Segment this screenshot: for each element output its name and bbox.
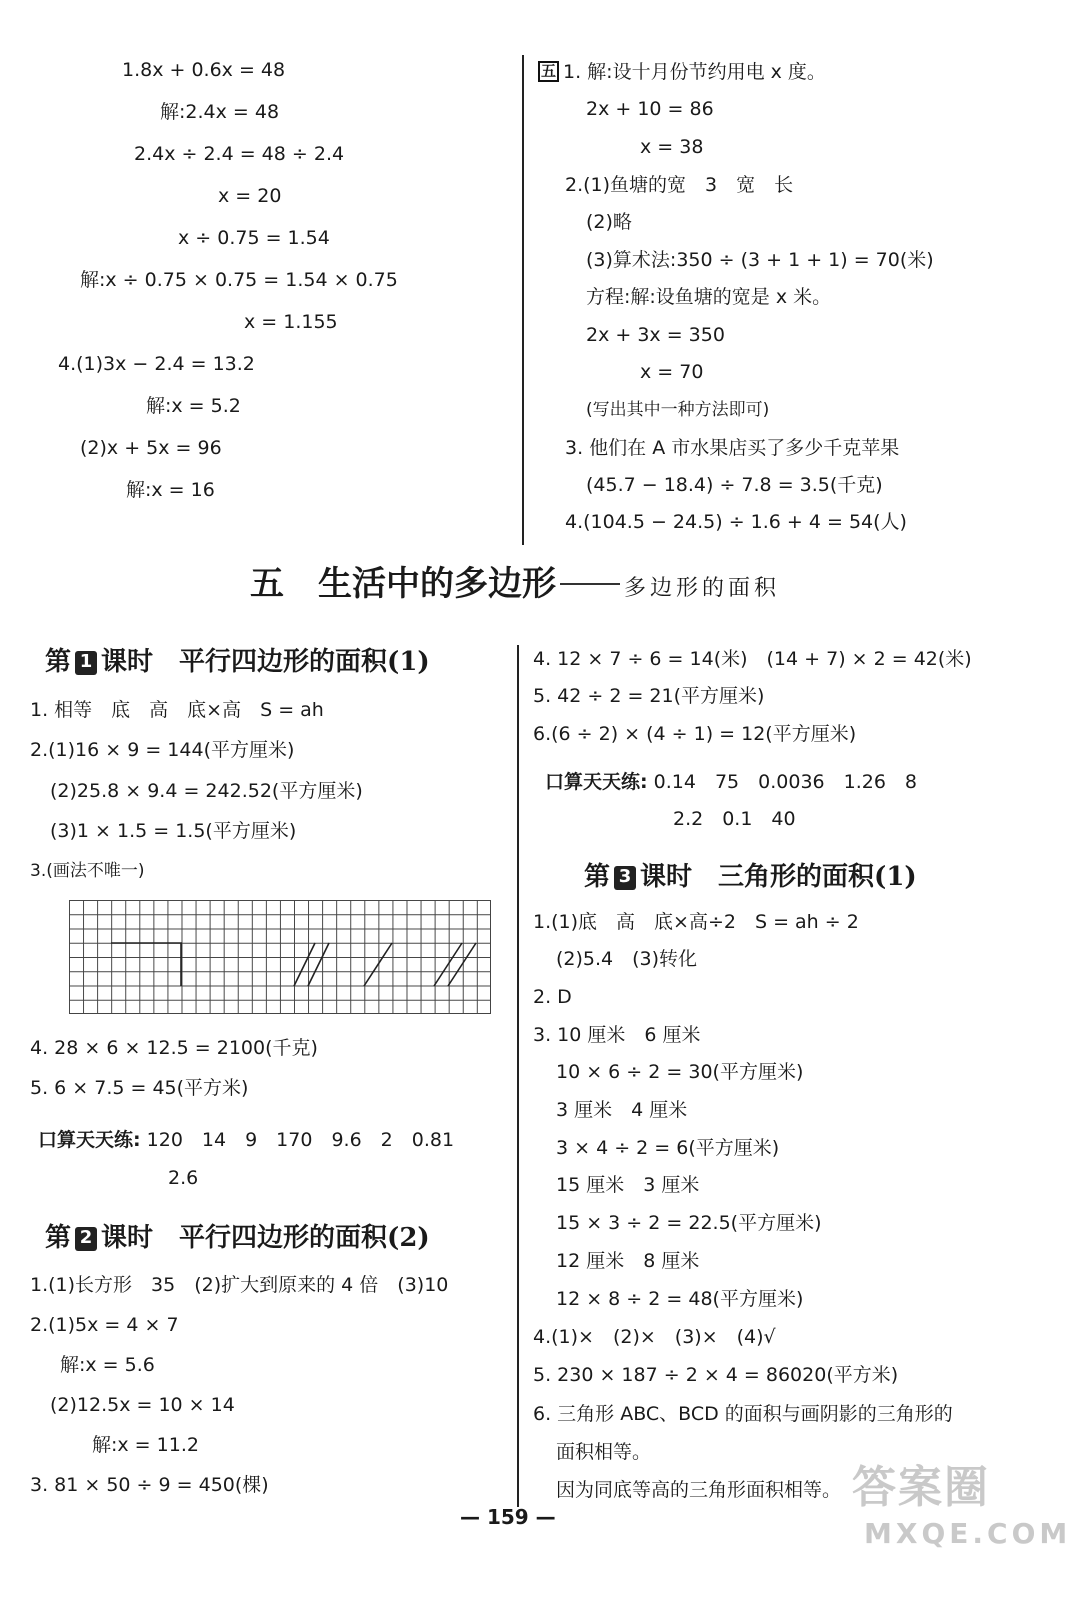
- answer-line: 3 × 4 ÷ 2 = 6(平方厘米): [556, 1137, 780, 1159]
- answer-line: 1.(1)长方形 35 (2)扩大到原来的 4 倍 (3)10: [30, 1274, 449, 1296]
- answer-line: (2)5.4 (3)转化: [556, 948, 698, 970]
- oral-practice-values: 0.14 75 0.0036 1.26 8: [653, 771, 918, 793]
- answer-line: 因为同底等高的三角形面积相等。: [556, 1479, 842, 1501]
- answer-line: (2)12.5x = 10 × 14: [50, 1394, 235, 1416]
- grid-drawing: [69, 900, 491, 1014]
- answer-line: 10 × 6 ÷ 2 = 30(平方厘米): [556, 1061, 804, 1083]
- answer-line: 2.(1)鱼塘的宽 3 宽 长: [565, 174, 794, 196]
- oral-practice: [545, 770, 917, 794]
- answer-line: 2x + 10 = 86: [586, 98, 714, 120]
- answer-line: 12 厘米 8 厘米: [556, 1250, 700, 1272]
- answer-line: 3. 81 × 50 ÷ 9 = 450(棵): [30, 1474, 269, 1496]
- section-mark: 五: [538, 61, 559, 82]
- eq-line: 1.8x + 0.6x = 48: [122, 59, 286, 81]
- column-divider-bottom: [517, 645, 519, 1507]
- eq-line: 解:2.4x = 48: [160, 101, 280, 123]
- chapter-subtitle: 多边形的面积: [624, 576, 781, 601]
- answer-line: 6. 三角形 ABC、BCD 的面积与画阴影的三角形的: [533, 1403, 953, 1425]
- chapter-heading: [250, 562, 780, 606]
- answer-line: 4. 28 × 6 × 12.5 = 2100(千克): [30, 1037, 318, 1059]
- eq-line: x = 20: [218, 185, 282, 207]
- parallelogram-side: [448, 943, 476, 986]
- oral-practice-values: 2.2 0.1 40: [673, 808, 796, 830]
- oral-practice: [38, 1128, 454, 1152]
- answer-line: 5. 230 × 187 ÷ 2 × 4 = 86020(平方米): [533, 1364, 899, 1386]
- eq-line: 解:x = 16: [126, 479, 215, 501]
- answer-line: 五 1. 解:设十月份节约用电 x 度。: [538, 60, 826, 84]
- answer-line: 解:x = 5.6: [60, 1354, 155, 1376]
- answer-line: 4.(104.5 − 24.5) ÷ 1.6 + 4 = 54(人): [565, 511, 907, 533]
- answer-line: 2.(1)16 × 9 = 144(平方厘米): [30, 739, 295, 761]
- lesson-number-badge: 3: [614, 866, 636, 890]
- oral-practice-label: 口算天天练:: [545, 771, 648, 793]
- answer-line: 6.(6 ÷ 2) × (4 ÷ 1) = 12(平方厘米): [533, 723, 857, 745]
- eq-line: x ÷ 0.75 = 1.54: [178, 227, 330, 249]
- answer-line: (3)算术法:350 ÷ (3 + 1 + 1) = 70(米): [586, 249, 934, 271]
- answer-line: 15 × 3 ÷ 2 = 22.5(平方厘米): [556, 1212, 822, 1234]
- answer-line: (3)1 × 1.5 = 1.5(平方厘米): [50, 820, 297, 842]
- eq-line: x = 1.155: [244, 311, 338, 333]
- answer-line: 3 厘米 4 厘米: [556, 1099, 688, 1121]
- answer-line: 3. 他们在 A 市水果店买了多少千克苹果: [565, 437, 900, 459]
- answer-line: 5. 42 ÷ 2 = 21(平方厘米): [533, 685, 765, 707]
- lesson-number-badge: 1: [75, 651, 97, 675]
- lesson-1-heading: 第 1 课时 平行四边形的面积(1): [45, 647, 430, 677]
- answer-line: 3.(画法不唯一): [30, 861, 145, 881]
- answer-line: 2.(1)5x = 4 × 7: [30, 1314, 179, 1336]
- eq-line: 4.(1)3x − 2.4 = 13.2: [58, 353, 255, 375]
- answer-line: 1. 相等 底 高 底×高 S = ah: [30, 699, 324, 721]
- eq-line: 2.4x ÷ 2.4 = 48 ÷ 2.4: [134, 143, 345, 165]
- rectangle-shape: [111, 943, 181, 986]
- answer-line: 1.(1)底 高 底×高÷2 S = ah ÷ 2: [533, 911, 859, 933]
- answer-line: (45.7 − 18.4) ÷ 7.8 = 3.5(千克): [586, 474, 883, 496]
- watermark-logo: [852, 1462, 1071, 1557]
- answer-line: 2. D: [533, 986, 572, 1008]
- answer-line: 解:x = 11.2: [92, 1434, 199, 1456]
- watermark-bottom: MXQE.COM: [864, 1517, 1071, 1550]
- answer-line: (2)略: [586, 211, 632, 233]
- lesson-3-heading: 第 3 课时 三角形的面积(1): [584, 862, 917, 892]
- oral-practice-values: 120 14 9 170 9.6 2 0.81: [146, 1129, 455, 1151]
- answer-line: 方程:解:设鱼塘的宽是 x 米。: [586, 286, 832, 308]
- answer-line: (2)25.8 × 9.4 = 242.52(平方厘米): [50, 780, 363, 802]
- answer-line: 面积相等。: [556, 1441, 652, 1463]
- answer-line: 2x + 3x = 350: [586, 324, 725, 346]
- oral-practice-label: 口算天天练:: [38, 1129, 141, 1151]
- answer-line: x = 70: [640, 361, 704, 383]
- eq-line: 解:x = 5.2: [146, 395, 241, 417]
- drawing-grid: [69, 900, 491, 1014]
- title-dash: [560, 583, 620, 585]
- lesson-number-badge: 2: [75, 1227, 97, 1251]
- parallelogram-side: [434, 943, 462, 986]
- answer-line: 12 × 8 ÷ 2 = 48(平方厘米): [556, 1288, 804, 1310]
- answer-line: 4.(1)× (2)× (3)× (4)√: [533, 1326, 776, 1348]
- chapter-title: 五 生活中的多边形: [250, 564, 556, 604]
- watermark-top: 答案圈: [852, 1462, 990, 1513]
- page-number: — 159 —: [460, 1505, 556, 1529]
- eq-line: (2)x + 5x = 96: [80, 437, 222, 459]
- parallelogram-side: [364, 943, 392, 986]
- lesson-2-heading: 第 2 课时 平行四边形的面积(2): [45, 1223, 430, 1253]
- oral-practice-values: 2.6: [168, 1167, 199, 1189]
- answer-line: 3. 10 厘米 6 厘米: [533, 1024, 701, 1046]
- answer-line: (写出其中一种方法即可): [586, 400, 770, 420]
- answer-line: 4. 12 × 7 ÷ 6 = 14(米) (14 + 7) × 2 = 42(米): [533, 648, 972, 670]
- eq-line: 解:x ÷ 0.75 × 0.75 = 1.54 × 0.75: [80, 269, 398, 291]
- answer-line: x = 38: [640, 136, 704, 158]
- answer-line: 5. 6 × 7.5 = 45(平方米): [30, 1077, 249, 1099]
- column-divider-top: [522, 55, 524, 545]
- answer-line: 15 厘米 3 厘米: [556, 1174, 700, 1196]
